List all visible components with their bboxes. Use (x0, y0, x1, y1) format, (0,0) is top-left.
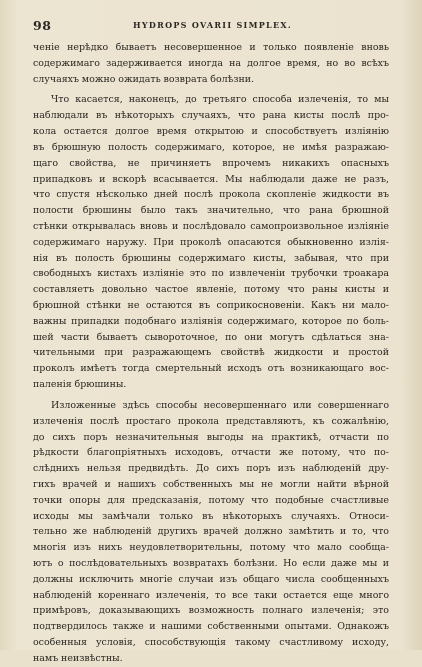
page-number: 98 (33, 18, 52, 33)
text-line: должны исключить многіе случаи изъ общаго числа сообщенныхъ (33, 573, 389, 585)
text-line: полости брюшины было такъ значительно, что рана брюшной (33, 205, 389, 217)
text-line: особенныя условія, способствующія такому счастливому исходу, (33, 637, 389, 649)
text-line: нія въ полость брюшины содержимаго кисты, забывая, что при (33, 252, 389, 264)
text-line: до сихъ поръ незначительныя выгоды на практикѣ, отчасти по (33, 431, 389, 443)
text-line: излеченія послѣ простаго прокола представляютъ, къ сожалѣнію, (33, 415, 389, 427)
text-line: чительными при разражающемъ свойствѣ жидкости и простой (33, 347, 389, 359)
text-line: наблюденій кореннаго излеченія, то все таки остается еще много (33, 589, 389, 601)
text-line: точки опоры для предсказанія, потому что подобные счастливые (33, 494, 389, 506)
text-line: кола остается долгое время открытою и способствуетъ изліянію (33, 126, 389, 138)
text-line: проколъ имѣетъ тогда смертельный исходъ отъ возникающаго вос- (33, 363, 389, 375)
text-line: шей части бываетъ сывороточное, по они могутъ сдѣлаться зна- (33, 331, 389, 343)
text-line: ютъ о послѣдовательныхъ возвратахъ болѣзни. Но если даже мы и (33, 558, 389, 569)
text-line: тельно же наблюденій другихъ врачей должно замѣтить и то, что (33, 526, 389, 538)
text-line: что спустя нѣсколько дней послѣ прокола скопленіе жидкости въ (33, 189, 389, 201)
paragraph (33, 92, 389, 392)
text-line: подтвердилось также и нашими собственными опытами. Однакожъ (33, 621, 389, 633)
text-line: свободныхъ кистахъ изліяніе это по извлеченіи трубочки троакара (33, 268, 389, 280)
text-line: намъ неизвѣстны. (33, 652, 123, 664)
text-line: слѣднихъ нельзя предвидѣть. До сихъ поръ изъ наблюденій дру- (33, 463, 389, 475)
text-line: составляетъ довольно частое явленіе, потому что раны кисты и (33, 284, 389, 296)
text-line: многія изъ нихъ неудовлетворительны, потому что мало сообща- (33, 542, 389, 554)
text-line: рѣдкости благопріятныхъ исходовъ, отчасти же потому, что по- (33, 447, 389, 459)
text-line: наблюдали въ нѣкоторыхъ случаяхъ, что рана кисты послѣ про- (33, 110, 389, 122)
text-line: исходы мы замѣчали только въ нѣкоторыхъ случаяхъ. Относи- (33, 510, 389, 522)
text-line: Изложенные здѣсь способы несовершеннаго или совершеннаго (51, 399, 389, 411)
body-text (33, 40, 389, 667)
running-head: HYDROPS OVARII SIMPLEX. (133, 20, 292, 30)
paragraph (33, 40, 389, 87)
text-line: стѣнки открывалась вновь и послѣдовало самопроизвольное изліяніе (33, 220, 389, 232)
paragraph (33, 398, 389, 667)
text-line: припадковъ и вскорѣ всасывается. Мы наблюдали даже не разъ, (33, 173, 389, 185)
text-line: содержимаго наружу. При проколѣ опасаются обыкновенно излія- (33, 236, 389, 248)
text-line: важны припадки подобнаго изліянія содержимаго, которое по боль- (33, 315, 389, 327)
text-line: въ брюшную полость содержимаго, которое, не имѣя разражаю- (33, 141, 389, 153)
page-header (33, 18, 392, 32)
text-line: паленія брюшины. (33, 379, 127, 391)
text-line: брюшной стѣнки не остаются въ соприкосновеніи. Какъ ни мало- (33, 300, 389, 311)
text-line: примѣровъ, доказывающихъ возможность полнаго излеченія; это (33, 605, 389, 617)
text-line: случаяхъ можно ожидать возврата болѣзни. (33, 73, 255, 85)
text-line: щаго свойства, не причиняетъ впрочемъ никакихъ опасныхъ (33, 157, 389, 169)
text-line: гихъ врачей и нашихъ собственныхъ мы не могли найти вѣрной (33, 478, 389, 490)
text-line: Что касается, наконецъ, до третьяго способа излеченія, то мы (51, 94, 389, 106)
text-line: ченіе нерѣдко бываетъ несовершенное и только появленіе вновь (33, 42, 389, 53)
text-line: содержимаго задерживается иногда на долгое время, но во всѣхъ (33, 57, 389, 69)
